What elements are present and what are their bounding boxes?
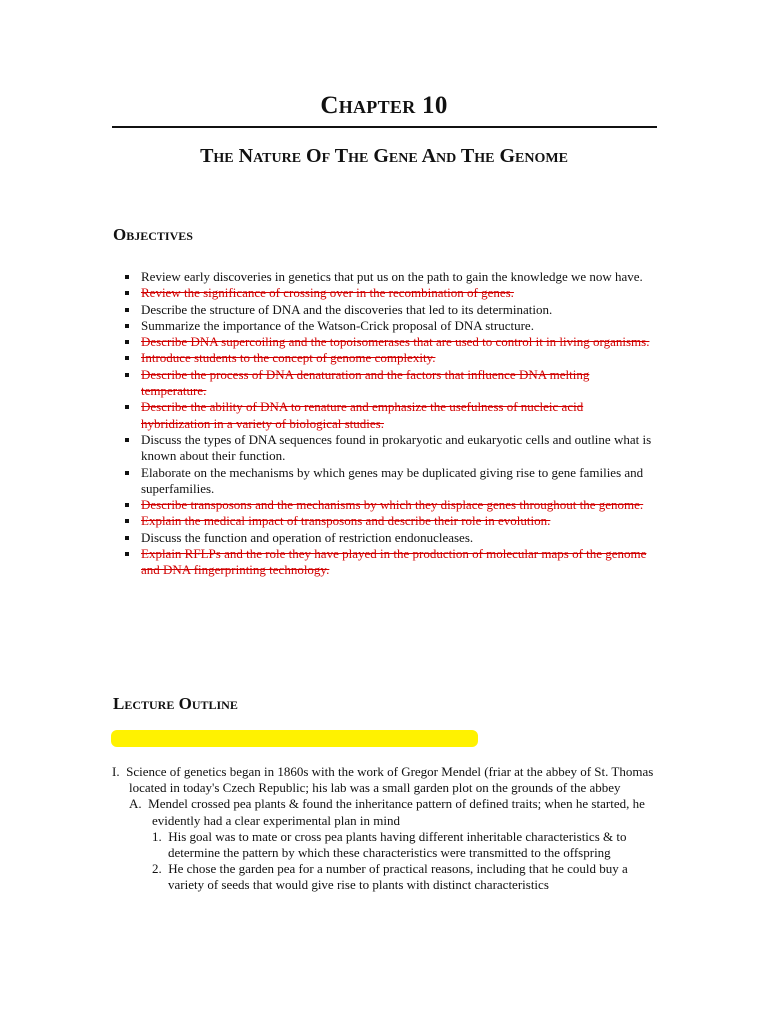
objective-text: Discuss the function and operation of restriction endonucleases. [141,529,474,545]
lecture-outline [112,764,667,894]
objective-item [124,285,654,301]
yellow-highlight-mark [111,730,478,747]
objective-item [124,399,654,432]
objectives-list [124,269,654,579]
objectives-heading: Objectives [113,225,193,244]
outline-text: Mendel crossed pea plants & found the inheritance pattern of defined traits; when he started, he evidently had a clear experimental plan in mind [148,796,645,828]
outline-item-num [152,861,667,893]
outline-marker: I. [112,764,120,779]
objective-text: Summarize the importance of the Watson-Crick proposal of DNA structure. [141,317,534,333]
objective-text: Describe transposons and the mechanisms by which they displace genes throughout the genome. [141,497,644,513]
objective-text: Discuss the types of DNA sequences found in prokaryotic and eukaryotic cells and outline what is known about their function. [141,431,652,464]
objective-item [124,367,654,400]
objective-text: Describe DNA supercoiling and the topoisomerases that are used to control it in living organisms. [141,334,650,350]
outline-text: Science of genetics began in 1860s with the work of Gregor Mendel (friar at the abbey of St. Thomas located in today's Czech Republic; his lab was a small garden plot on the grounds of the abbey [126,764,654,796]
objective-text: Describe the ability of DNA to renature and emphasize the usefulness of nucleic acid hybridization in a variety of biological studies. [141,399,584,431]
objective-item [124,530,654,546]
objective-text: Describe the process of DNA denaturation and the factors that influence DNA melting temperature. [141,366,590,399]
lecture-outline-heading: Lecture Outline [113,694,238,713]
objective-item [124,497,654,513]
objective-text: Elaborate on the mechanisms by which genes may be duplicated giving rise to gene families and superfamilies. [141,464,644,496]
objective-item [124,546,654,579]
objective-item [124,513,654,529]
objective-item [124,302,654,318]
outline-item-num [152,829,667,861]
chapter-title: Chapter 10 [320,92,448,119]
objective-item [124,269,654,285]
outline-text: He chose the garden pea for a number of practical reasons, including that he could buy a variety of seeds that would give rise to plants with distinct characteristics [168,861,628,893]
objective-item [124,350,654,366]
objective-item [124,465,654,498]
objective-text: Explain the medical impact of transposons and describe their role in evolution. [141,513,551,529]
outline-marker: 2. [152,861,162,877]
objective-item [124,334,654,350]
objective-text: Review early discoveries in genetics that put us on the path to gain the knowledge we now have. [141,269,643,284]
objective-text: Describe the structure of DNA and the discoveries that led to its determination. [141,301,553,317]
outline-text: His goal was to mate or cross pea plants having different inheritable characteristics & to determine the pattern by which these characteristics were transmitted to the offspring [168,828,627,861]
chapter-subtitle: The Nature Of The Gene And The Genome [200,145,568,167]
objective-text: Explain RFLPs and the role they have played in the production of molecular maps of the genome and DNA fingerprinting technology. [141,546,647,578]
objective-text: Introduce students to the concept of genome complexity. [141,350,436,366]
title-divider [112,126,657,128]
objective-text: Review the significance of crossing over in the recombination of genes. [141,285,514,301]
objective-item [124,432,654,465]
outline-item-roman [112,764,667,796]
outline-marker: 1. [152,828,162,844]
outline-marker: A. [129,796,142,812]
objective-item [124,318,654,334]
outline-item-alpha [129,796,667,828]
